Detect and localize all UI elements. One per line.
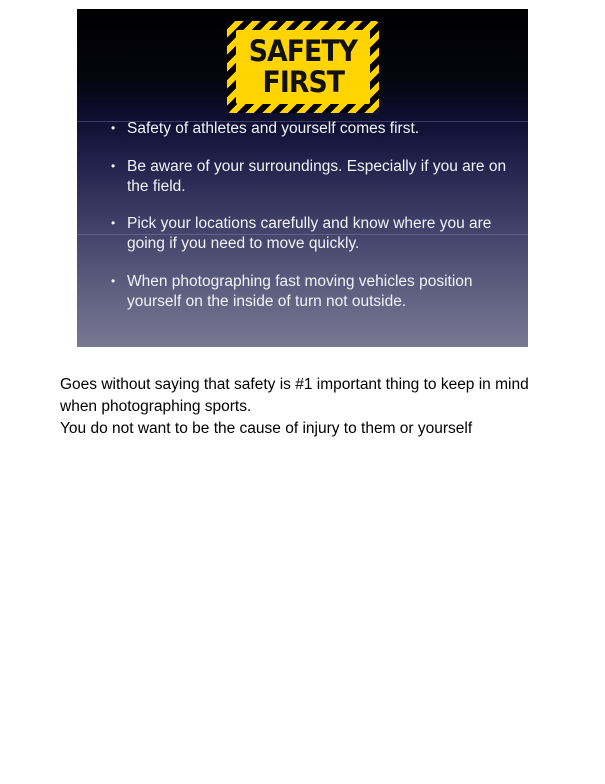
bullet-text: When photographing fast moving vehicles position yourself on the inside of turn not outside. (127, 273, 473, 310)
bullet-item (111, 272, 507, 311)
sign-line-1: SAFETY (248, 34, 358, 68)
bullet-text: Pick your locations carefully and know where you are going if you need to move quickly. (127, 215, 492, 252)
bullet-text: Be aware of your surroundings. Especially if you are on the field. (127, 158, 507, 195)
bullet-item (111, 119, 507, 139)
bullet-item (111, 157, 507, 196)
bullet-text: Safety of athletes and yourself comes first. (127, 120, 420, 137)
bullet-dot-icon: • (111, 159, 116, 173)
sign-panel (236, 30, 370, 104)
safety-first-sign (227, 21, 379, 113)
bullet-dot-icon: • (111, 216, 116, 230)
notes-paragraph: Goes without saying that safety is #1 important thing to keep in mind when photographing sports. (60, 376, 529, 415)
speaker-notes (60, 374, 550, 440)
bullet-dot-icon: • (111, 274, 116, 288)
slide-image (77, 9, 528, 347)
sign-line-2: FIRST (262, 65, 344, 99)
bullet-item (111, 214, 507, 253)
bullet-dot-icon: • (111, 121, 116, 135)
notes-paragraph: You do not want to be the cause of injury to them or yourself (60, 420, 473, 437)
